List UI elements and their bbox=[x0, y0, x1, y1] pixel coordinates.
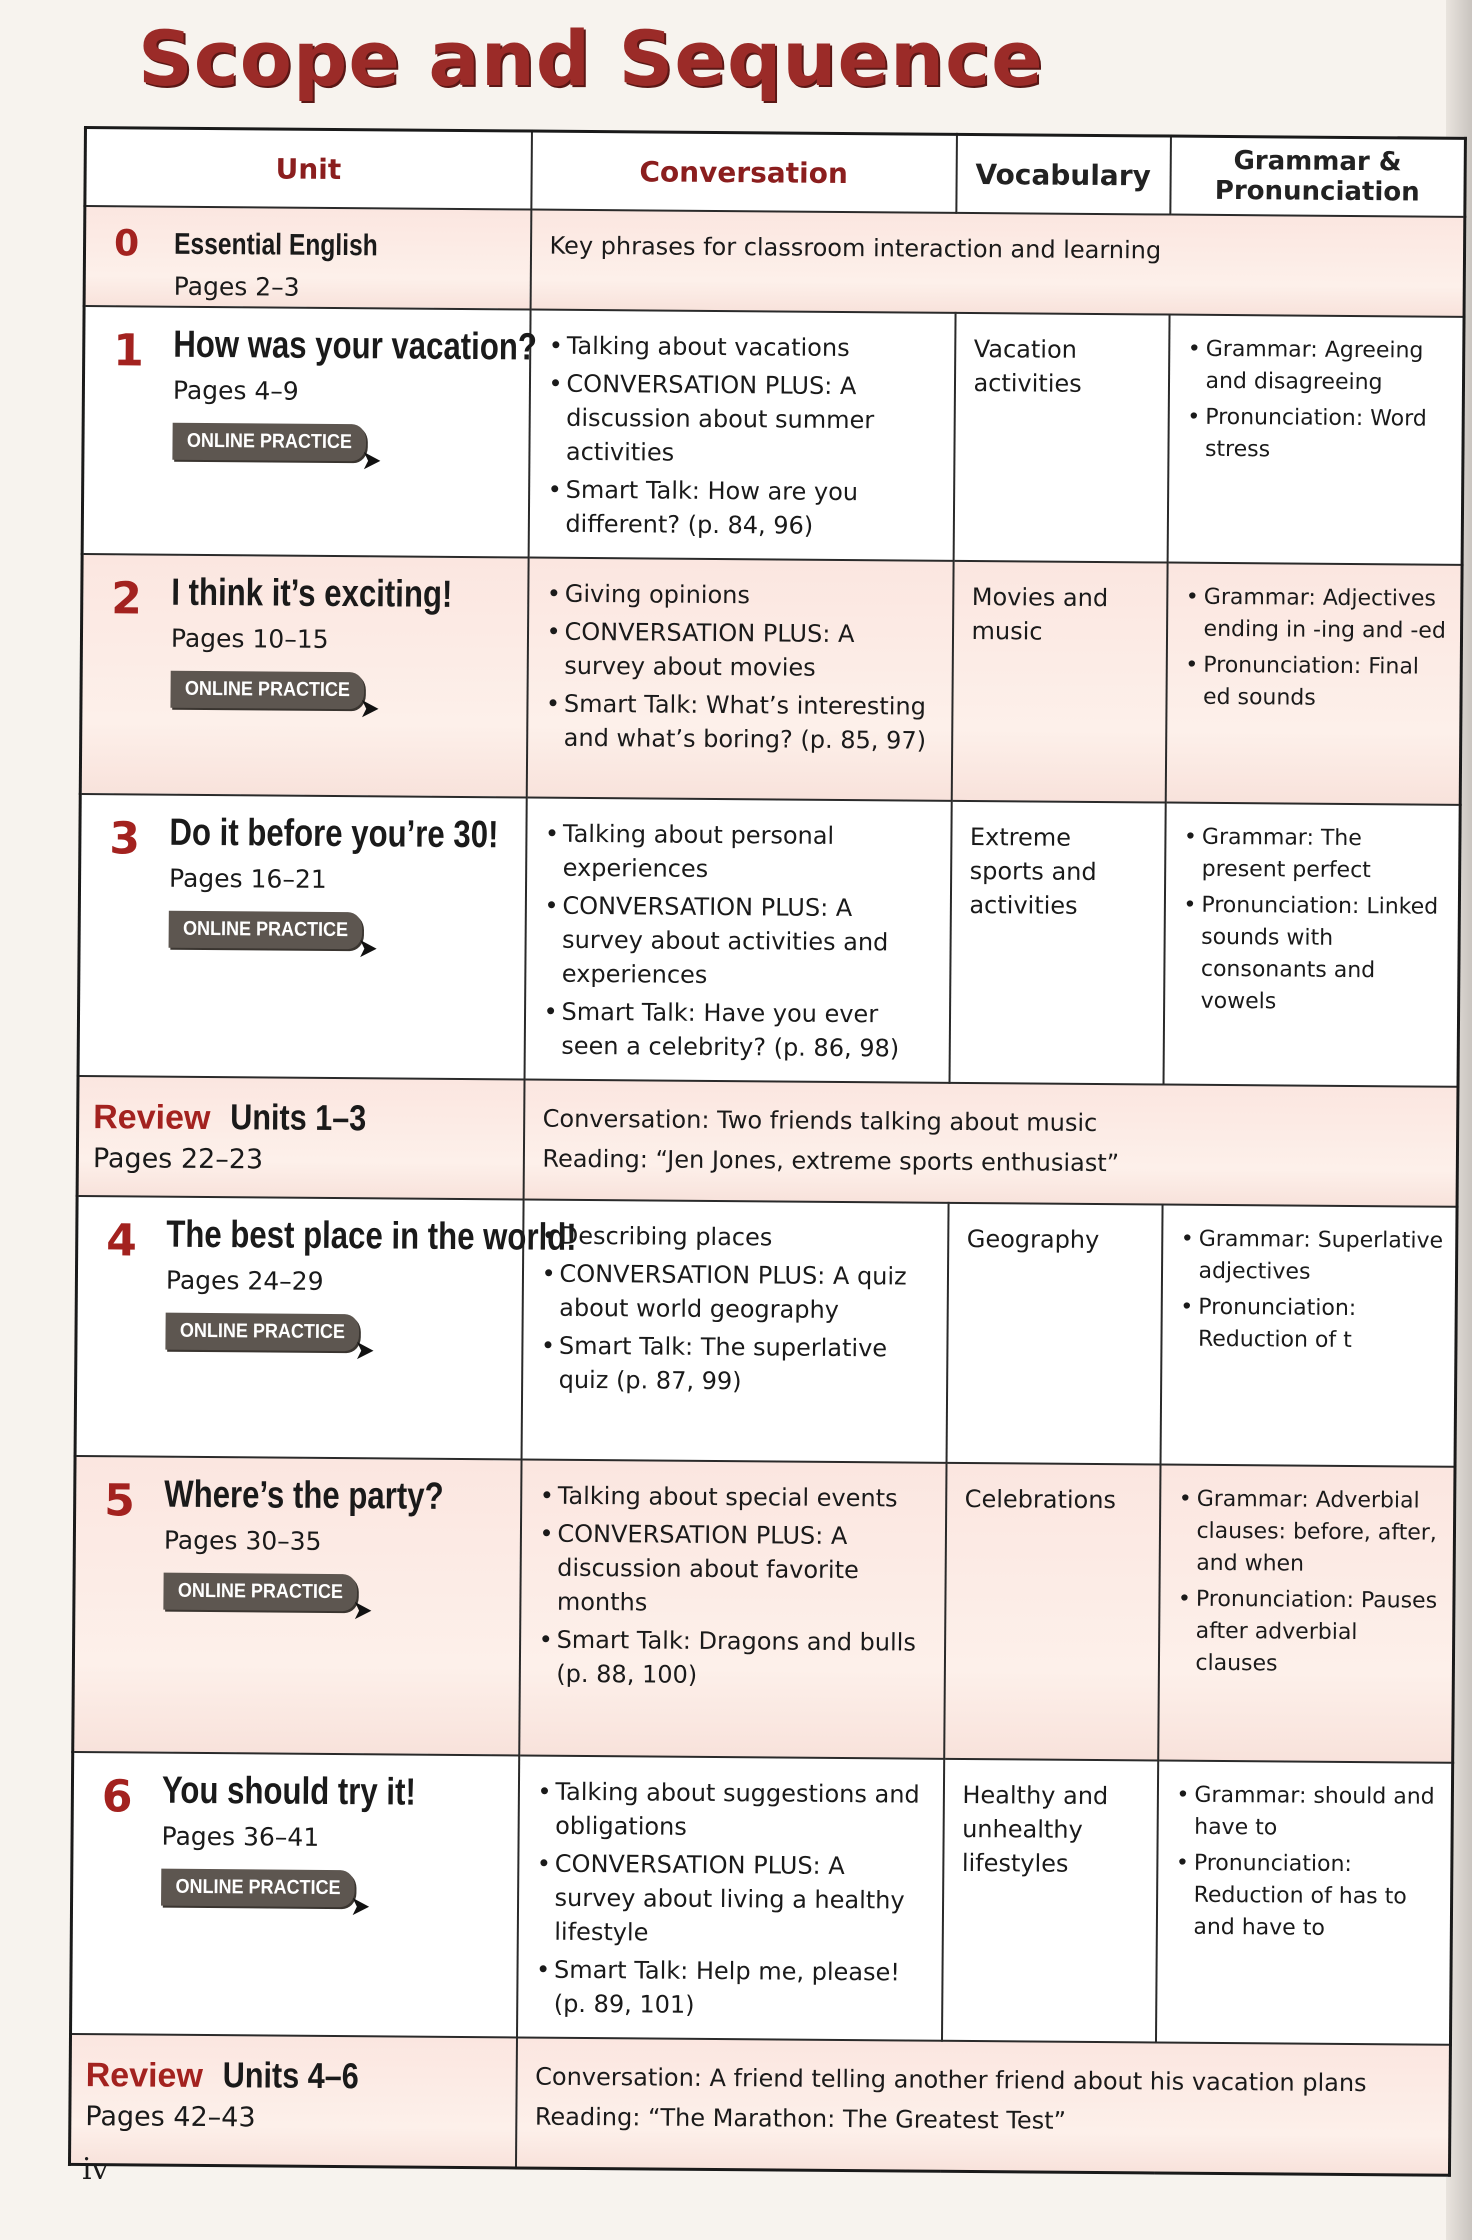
review-reading: Reading: “Jen Jones, extreme sports enthusiast” bbox=[542, 1144, 1120, 1178]
vocabulary-cell: Celebrations bbox=[944, 1463, 1160, 1761]
unit-title: Where’s the party? bbox=[164, 1473, 444, 1518]
grammar-cell bbox=[1163, 803, 1460, 1087]
unit-title: You should try it! bbox=[161, 1769, 416, 1814]
review-reading: Reading: “The Marathon: The Greatest Test” bbox=[534, 2102, 1067, 2135]
cursor-icon: ➤ bbox=[362, 447, 381, 475]
unit-cell bbox=[82, 306, 538, 557]
online-practice-label: ONLINE PRACTICE bbox=[184, 677, 351, 702]
unit-number: 5 bbox=[104, 1475, 136, 1527]
grammar-cell bbox=[1167, 315, 1464, 565]
conversation-cell bbox=[528, 310, 955, 561]
list-item: • Pronunciation: Final ed sounds bbox=[1185, 650, 1448, 716]
page-title: Scope and Sequence bbox=[138, 14, 1044, 103]
page-number: iv bbox=[82, 2152, 109, 2187]
unit-cell bbox=[71, 1752, 519, 2037]
review-pages: Pages 22–23 bbox=[92, 1143, 264, 1176]
header-grammar-pronunciation bbox=[1170, 136, 1466, 217]
vocabulary-cell: Movies and music bbox=[951, 561, 1167, 803]
unit-title: I think it’s exciting! bbox=[171, 571, 453, 616]
unit-title: Do it before you’re 30! bbox=[169, 811, 499, 857]
unit-title: Essential English bbox=[173, 227, 378, 263]
review-cell bbox=[77, 1076, 524, 1199]
online-practice-button[interactable] bbox=[169, 911, 377, 963]
list-item: • Pronunciation: Pauses after adverbial clauses bbox=[1177, 1584, 1440, 1682]
list-item: • Grammar: The present perfect bbox=[1184, 822, 1447, 888]
unit-row-1 bbox=[82, 306, 1464, 565]
list-item: • Describing places bbox=[542, 1219, 935, 1256]
scope-table-sheet bbox=[68, 126, 1464, 2147]
unit-title: The best place in the world! bbox=[166, 1213, 577, 1259]
list-item: • Grammar: should and have to bbox=[1176, 1780, 1439, 1846]
conversation-cell bbox=[526, 558, 953, 801]
unit-cell bbox=[80, 554, 528, 797]
header-unit: Unit bbox=[85, 128, 532, 210]
review-cell bbox=[69, 2034, 516, 2167]
online-practice-label: ONLINE PRACTICE bbox=[183, 917, 349, 942]
conversation-cell bbox=[521, 1199, 948, 1462]
unit-number: 3 bbox=[109, 813, 141, 865]
unit-pages: Pages 16–21 bbox=[168, 863, 327, 894]
unit-title: How was your vacation? bbox=[173, 323, 538, 369]
vocabulary-cell: Extreme sports and activities bbox=[949, 801, 1165, 1085]
review-row-2 bbox=[69, 2034, 1450, 2175]
list-item: • Talking about vacations bbox=[549, 329, 942, 366]
unit-row-3 bbox=[78, 794, 1460, 1087]
online-practice-button[interactable] bbox=[161, 1869, 370, 1921]
list-item: • Grammar: Superlative adjectives bbox=[1180, 1224, 1443, 1290]
header-vocabulary: Vocabulary bbox=[956, 134, 1171, 214]
unit-cell bbox=[75, 1196, 577, 1459]
list-item: • Talking about special events bbox=[540, 1479, 933, 1516]
unit-cell bbox=[78, 794, 526, 1079]
online-practice-label: ONLINE PRACTICE bbox=[175, 1875, 341, 1900]
list-item: • Grammar: Agreeing and disagreeing bbox=[1187, 334, 1450, 400]
list-item: • Grammar: Adverbial clauses: before, after, and when bbox=[1178, 1484, 1441, 1582]
online-practice-label: ONLINE PRACTICE bbox=[179, 1319, 346, 1344]
unit-number: 0 bbox=[113, 223, 140, 265]
list-item: • Giving opinions bbox=[547, 577, 940, 614]
grammar-cell bbox=[1165, 563, 1462, 805]
unit-row-0 bbox=[84, 206, 1465, 317]
list-item: • Smart Talk: How are you different? (p. 84, 96) bbox=[547, 473, 941, 544]
review-units: Units 1–3 bbox=[230, 1096, 367, 1139]
list-item: • Talking about suggestions and obligations bbox=[537, 1775, 931, 1846]
list-item: • Smart Talk: Dragons and bulls (p. 88, 100) bbox=[538, 1623, 932, 1694]
online-practice-button[interactable] bbox=[165, 1313, 374, 1365]
vocabulary-cell: Healthy and unhealthy lifestyles bbox=[941, 1759, 1157, 2043]
unit-row-2 bbox=[80, 554, 1462, 805]
cursor-icon: ➤ bbox=[353, 1597, 372, 1625]
list-item: • Smart Talk: Have you ever seen a celebrity? (p. 86, 98) bbox=[543, 995, 937, 1066]
grammar-cell bbox=[1158, 1464, 1455, 1762]
list-item: • CONVERSATION PLUS: A discussion about summer activities bbox=[548, 367, 942, 472]
unit-pages: Pages 36–41 bbox=[161, 1821, 320, 1852]
list-item: • Grammar: Adjectives ending in -ing and -ed bbox=[1185, 582, 1448, 648]
list-item: • Smart Talk: The superlative quiz (p. 87, 99) bbox=[541, 1329, 935, 1400]
list-item: • CONVERSATION PLUS: A quiz about world geography bbox=[541, 1257, 935, 1328]
review-row-1 bbox=[77, 1076, 1458, 1207]
list-item: • Pronunciation: Linked sounds with consonants and vowels bbox=[1183, 890, 1446, 1020]
review-conversation: Conversation: Two friends talking about music bbox=[542, 1104, 1098, 1137]
review-label: Review bbox=[93, 1098, 211, 1138]
unit-row-4 bbox=[75, 1196, 1457, 1467]
grammar-cell bbox=[1155, 1760, 1452, 2044]
unit-pages: Pages 10–15 bbox=[170, 623, 329, 654]
review-label: Review bbox=[85, 2056, 204, 2095]
online-practice-label: ONLINE PRACTICE bbox=[186, 429, 353, 454]
vocabulary-cell: Geography bbox=[946, 1203, 1162, 1465]
cursor-icon: ➤ bbox=[351, 1893, 370, 1921]
grammar-cell bbox=[1160, 1205, 1457, 1467]
unit-cell bbox=[84, 206, 531, 309]
unit-cell bbox=[73, 1456, 521, 1755]
unit-pages: Pages 4–9 bbox=[172, 375, 299, 406]
online-practice-button[interactable] bbox=[170, 671, 379, 723]
list-item: • CONVERSATION PLUS: A discussion about favorite months bbox=[539, 1517, 933, 1622]
review-content bbox=[523, 1079, 1458, 1206]
conversation-cell bbox=[519, 1459, 946, 1758]
list-item: • Talking about personal experiences bbox=[545, 817, 939, 888]
header-pronunciation: Pronunciation bbox=[1214, 175, 1420, 208]
list-item: • Smart Talk: What’s interesting and what’s boring? (p. 85, 97) bbox=[546, 687, 940, 758]
vocabulary-cell: Vacation activities bbox=[953, 313, 1169, 563]
conversation-cell bbox=[524, 797, 951, 1082]
header-conversation: Conversation bbox=[531, 131, 957, 213]
list-item: • CONVERSATION PLUS: A survey about activities and experiences bbox=[544, 889, 938, 994]
list-item: • CONVERSATION PLUS: A survey about movies bbox=[546, 615, 940, 686]
unit-number: 2 bbox=[111, 573, 143, 625]
review-conversation: Conversation: A friend telling another friend about his vacation plans bbox=[535, 2062, 1367, 2098]
online-practice-label: ONLINE PRACTICE bbox=[177, 1579, 343, 1604]
list-item: • Pronunciation: Word stress bbox=[1187, 402, 1450, 468]
header-grammar: Grammar & bbox=[1233, 146, 1402, 178]
unit-number: 4 bbox=[106, 1215, 138, 1267]
unit-row-5 bbox=[73, 1456, 1455, 1763]
unit-pages: Pages 2–3 bbox=[173, 271, 300, 302]
review-content bbox=[515, 2037, 1450, 2174]
cursor-icon: ➤ bbox=[355, 1337, 374, 1365]
conversation-cell bbox=[517, 1755, 944, 2040]
unit-pages: Pages 30–35 bbox=[163, 1525, 322, 1556]
online-practice-button[interactable] bbox=[163, 1573, 372, 1625]
unit0-conversation: Key phrases for classroom interaction and learning bbox=[530, 210, 1465, 317]
scope-table bbox=[68, 126, 1467, 2176]
list-item: • Smart Talk: Help me, please! (p. 89, 101) bbox=[536, 1953, 930, 2024]
unit-number: 6 bbox=[101, 1771, 133, 1823]
list-item: • Pronunciation: Reduction of has to and have to bbox=[1175, 1848, 1438, 1946]
unit-row-6 bbox=[71, 1752, 1453, 2045]
list-item: • CONVERSATION PLUS: A survey about living a healthy lifestyle bbox=[536, 1847, 930, 1952]
unit-number: 1 bbox=[113, 325, 145, 377]
list-item: • Pronunciation: Reduction of t bbox=[1180, 1292, 1443, 1358]
cursor-icon: ➤ bbox=[360, 695, 379, 723]
review-units: Units 4–6 bbox=[222, 2054, 360, 2097]
unit-pages: Pages 24–29 bbox=[165, 1265, 324, 1296]
review-pages: Pages 42–43 bbox=[85, 2101, 256, 2134]
cursor-icon: ➤ bbox=[358, 935, 377, 963]
online-practice-button[interactable] bbox=[172, 423, 381, 475]
header-row bbox=[85, 128, 1466, 217]
